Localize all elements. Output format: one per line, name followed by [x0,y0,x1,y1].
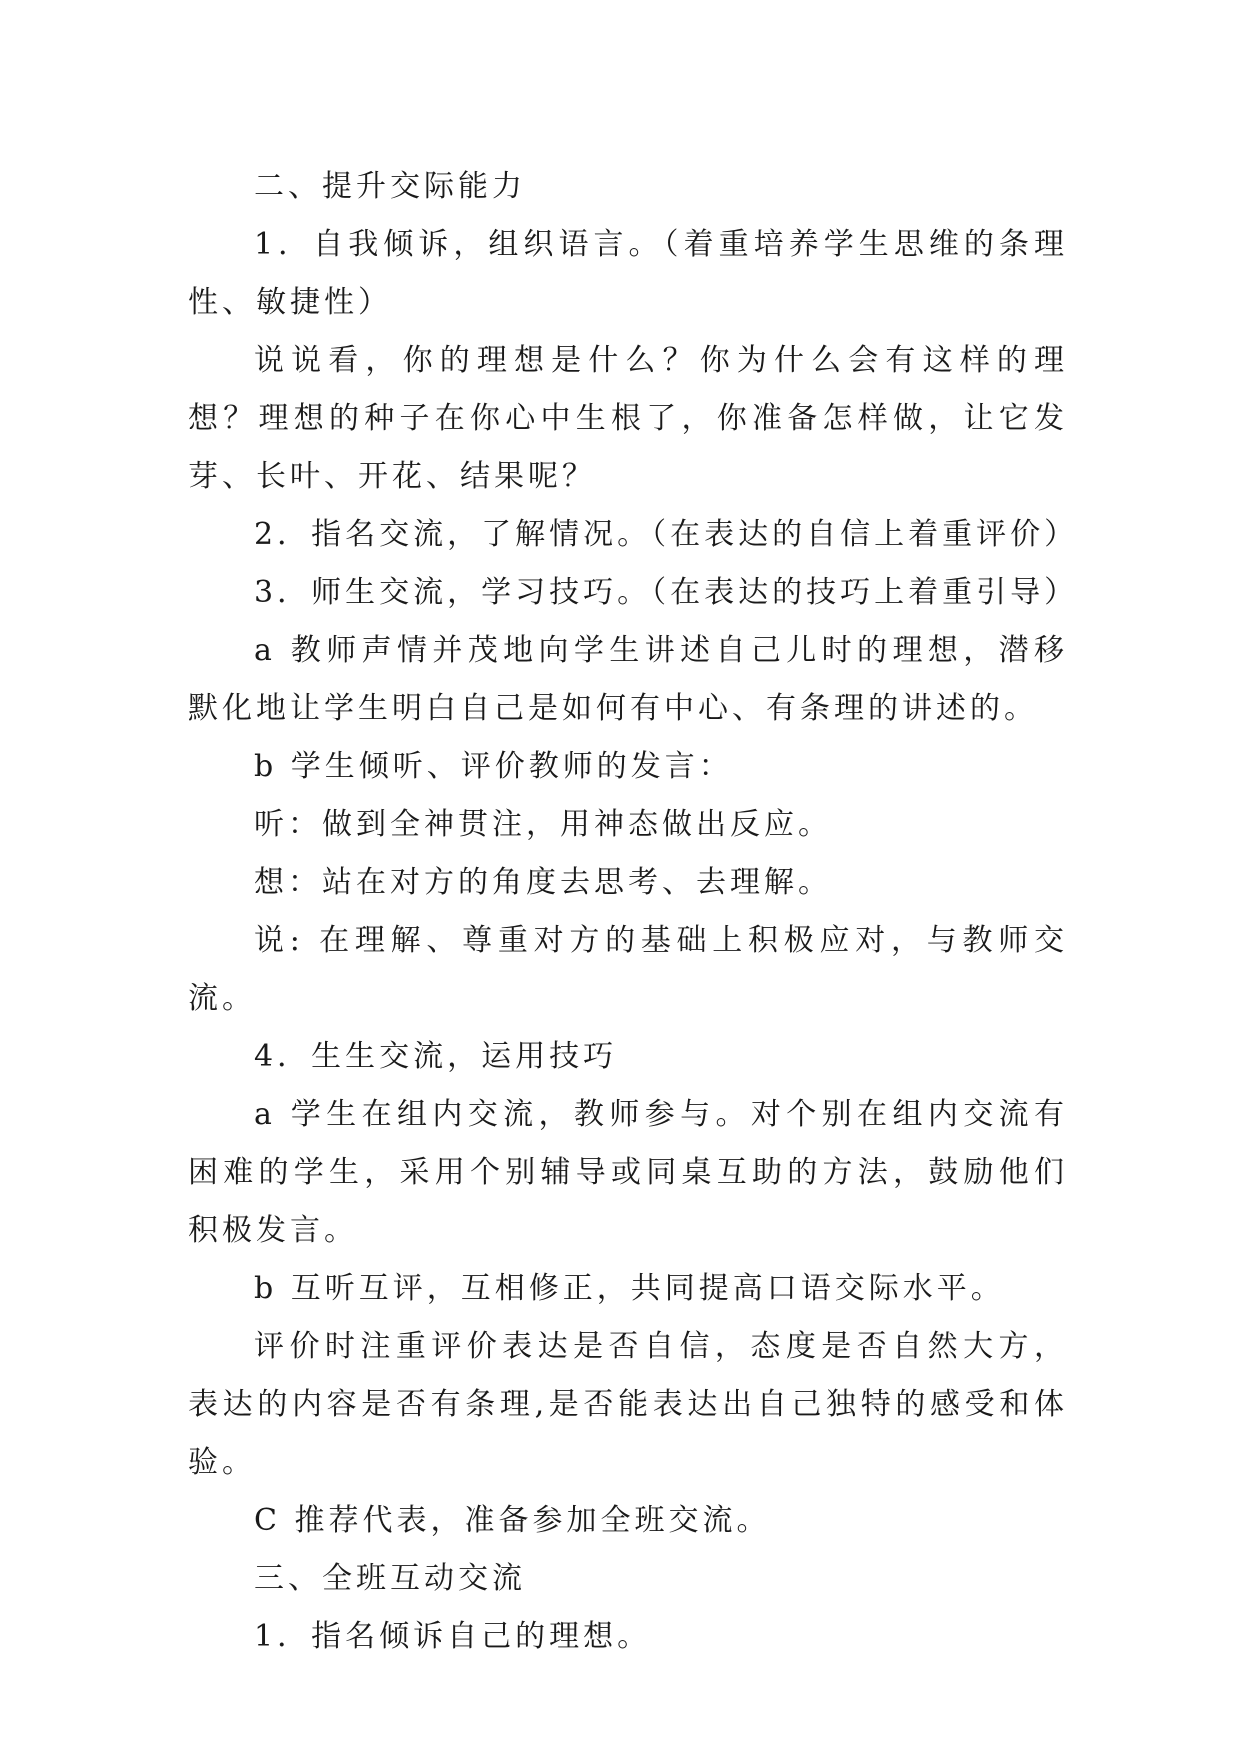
speak-line: 说: 在理解、尊重对方的基础上积极应对，与教师交流。 [188,923,1068,1016]
evaluation-criteria: 评价时注重评价表达是否自信，态度是否自然大方，表达的内容是否有条理,是否能表达出自己独特的感受和体验。 [188,1329,1068,1480]
step-1-share-ideal: 1．指名倾诉自己的理想。 [254,1619,652,1654]
step-3-teacher-student-exchange: 3．师生交流，学习技巧。（在表达的技巧上着重引导） [254,575,1079,610]
item-b-mutual-review: b 互听互评，互相修正，共同提高口语交际水平。 [254,1271,1005,1306]
document-body [188,158,1079,1666]
step-1-self-expression: 1．自我倾诉，组织语言。（着重培养学生思维的条理性、敏捷性） [188,227,1068,320]
section-heading-2: 二、提升交际能力 [254,169,526,204]
listen-line: 听：做到全神贯注，用神态做出反应。 [254,807,832,842]
step-2-named-exchange: 2．指名交流，了解情况。（在表达的自信上着重评价） [254,517,1079,552]
item-b-listen-evaluate: b 学生倾听、评价教师的发言： [254,749,733,784]
step-4-peer-exchange: 4．生生交流，运用技巧 [254,1039,618,1074]
prompt-questions: 说说看，你的理想是什么？你为什么会有这样的理想？理想的种子在你心中生根了，你准备怎样做，让它发芽、长叶、开花、结果呢？ [188,343,1068,494]
item-a-teacher-story: a 教师声情并茂地向学生讲述自己儿时的理想，潜移默化地让学生明白自己是如何有中心、有条理的讲述的。 [188,633,1068,726]
item-c-recommend-representative: C 推荐代表，准备参加全班交流。 [254,1503,771,1538]
think-line: 想：站在对方的角度去思考、去理解。 [254,865,832,900]
item-a-group-exchange: a 学生在组内交流，教师参与。对个别在组内交流有困难的学生，采用个别辅导或同桌互助的方法，鼓励他们积极发言。 [188,1097,1068,1248]
section-heading-3: 三、全班互动交流 [254,1561,526,1596]
